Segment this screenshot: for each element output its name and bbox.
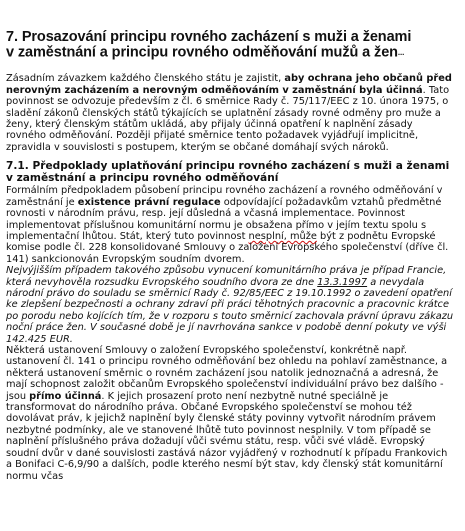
p3-text-a: Některá ustanovení Smlouvy o založení Evropského společenství, konkrétně např. ustanovení čl. 141 o principu rovného odměňování bez ohledu na pohlaví zaměstnance, a některá ustanovení směrnic o rovném zacházení jsou natolik jednoznačná a adresná, že mají schopnost založit občanům Evropského společenství individuální právo bez dalšího - jsou — [6, 345, 448, 402]
p3-text-c: . K jejich prosazení proto není nezbytně nutné speciálně je transformovat do národního práva. Občané Evropského společenství se mohou též dovolávat práv, k jejichž naplnění byly členské státy povinny vytvořit národním právem nezbytné podmínky, ale ve stanovené lhůtě tuto povinnost nesplnily. V tom případě se naplnění příslušného práva dožadují vůči svému státu, resp. vůči své vládě. Evropský soudní dvůr v dané souvislosti zastává názor vyjádřený v rozhodnutí k případu Frankovich a Bonifaci C-6,9/90 a dalších, podle kterého nesmí být stav, kdy členský stát komunitární normu včas — [6, 390, 448, 482]
p1-text-a: Formálním předpokladem působení principu rovného zacházení a rovného odměňování v zaměstnání je — [6, 185, 443, 208]
intro-text-2: . Tato povinnost se odvozuje především z čl. 6 směrnice Rady č. 75/117/EEC z 10. února 1975, o sladění zákonů členských států týkajících se uplatnění zásady rovné odměny pro muže a ženy, který členským státům ukládá, aby přijaly účinná opatření k naplnění zásady rovného odměňování. Později přijaté směrnice tento požadavek vyjádřují implicitně, zpravidla v souvislosti s postupem, kterým se občané domáhají svých nároků. — [6, 84, 450, 153]
section-heading: 7.1. Předpoklady uplatňování principu rovného zacházení s muži a ženami v zaměstnání a principu rovného odměňování — [6, 160, 450, 184]
heading-line-1: 7. Prosazování principu rovného zacházení s muži a ženami — [6, 30, 412, 45]
heading-ellipsis: ... — [397, 48, 405, 57]
p2-text-c: a nevydala národní právo do souladu se směrnicí Rady č. 92/85/EEC z 19.10.1992 o zavedení opatření ke zlepšení bezpečnosti a ochrany zdraví při práci těhotných pracovnic a pracovnic krátce po porodu nebo kojících tím, že v rozporu s touto směrnicí zachovala právní úpravu zákazu noční práce žen. V současné době je jí navrhována sankce v podobě denní pokuty ve výši 142.425 EUR. — [6, 276, 454, 345]
p1-text-e: být z podnětu Evropské komise podle čl. 228 konsolidované Smlouvy o založení Evropského společenství (dříve čl. 141) sankcionován Evropským soudním dvorem. — [6, 230, 449, 265]
p2-text-a: Nejvýjišším případem takového způsobu vynucení komunitárního práva je případ Francie, která nevyhověla rozsudku Evropského soudního dvora ze dne — [6, 265, 447, 288]
chapter-heading — [6, 30, 455, 60]
p1-text-c: odpovídající požadavkům vztahů předmětné rovnosti v národním právu, resp. její důsledná a včasná implementace. Povinnost implementovat příslušnou komunitární normu je obsažena přímo v jejím textu spolu s implementační lhůtou. Stát, který tuto povinnost — [6, 196, 442, 242]
section-paragraph-1 — [6, 185, 455, 265]
p2-date-underlined: 13.3.1997 — [317, 276, 368, 288]
section-paragraph-3 — [6, 345, 455, 482]
intro-bold-text: aby ochrana jeho občanů před nerovným zacházením a nerovným odměňováním v zaměstnání byla účinná — [6, 73, 452, 96]
section-body — [6, 185, 455, 482]
intro-text-1: Zásadním závazkem každého členského státu je zajistit, — [6, 73, 285, 85]
intro-paragraph — [6, 73, 455, 153]
heading-line-2: v zaměstnání a principu rovného odměňování mužů a žen — [6, 44, 398, 61]
section-paragraph-2 — [6, 265, 455, 345]
p1-bold-text: existence právní regulace — [77, 196, 221, 208]
p1-spellcheck-text: nesplní, může — [248, 230, 317, 242]
p3-bold-text: přímo účinná — [29, 390, 102, 402]
